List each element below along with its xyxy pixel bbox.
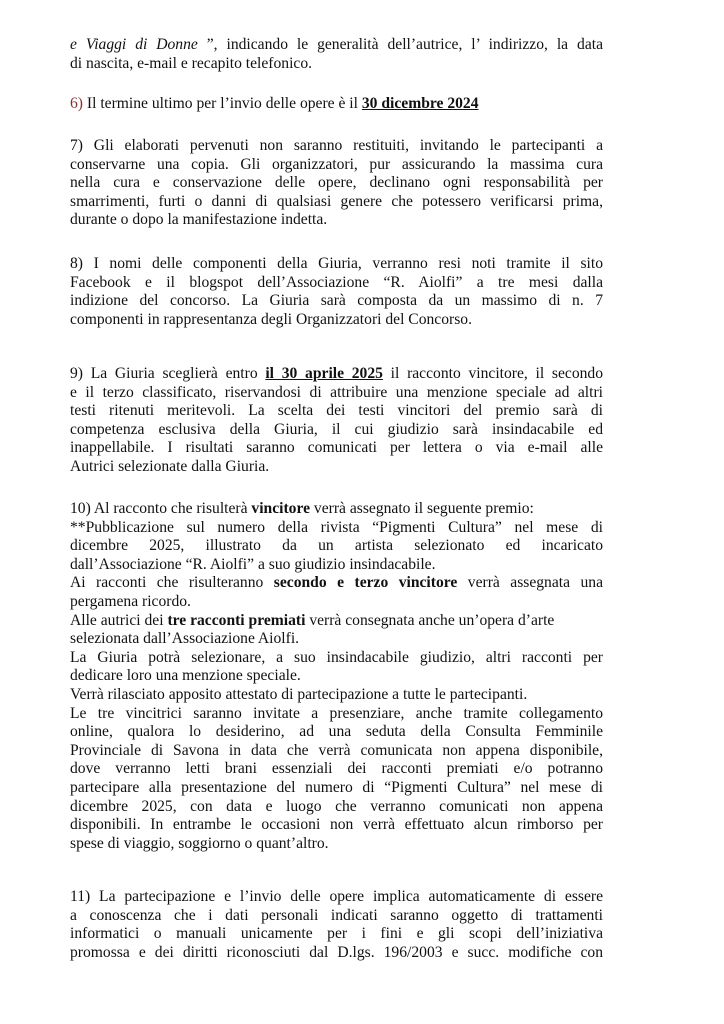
- section-7-line: smarrimenti, furti o danni di qualsiasi genere che potessero verificarsi prima,: [70, 192, 603, 210]
- section-8-line: 8) I nomi delle componenti della Giuria, verranno resi noti tramite il sito: [70, 255, 603, 272]
- section-10-line: Ai racconti che risulteranno secondo e terzo vincitore verrà assegnata una: [70, 574, 604, 592]
- section-9-line: e il terzo classificato, riservandosi di attribuire una menzione speciale ad altri: [70, 383, 603, 401]
- section-10-line: dall’Associazione “R. Aiolfi” a suo giudizio insindacabile.: [70, 555, 436, 573]
- intro-paragraph: [70, 36, 603, 73]
- second-third-bold: secondo e terzo vincitore: [273, 574, 458, 592]
- section-8-line: componenti in rappresentanza degli Organizzatori del Concorso.: [70, 310, 472, 328]
- section-6-deadline: [70, 95, 603, 114]
- three-winners-bold: tre racconti premiati: [167, 611, 306, 629]
- section-7-line: durante o dopo la manifestazione indetta.: [70, 211, 328, 229]
- section-11-line: a conoscenza che i dati personali indicati saranno oggetto di trattamenti: [70, 906, 603, 924]
- intro-line-2: di nascita, e-mail e recapito telefonico.: [70, 54, 313, 72]
- section-10-line: dicembre 2025, con data e luogo che verranno comunicati non appena: [70, 797, 603, 815]
- section-6-number: 6): [70, 95, 83, 112]
- section-10-line: **Pubblicazione sul numero della rivista “Pigmenti Cultura” nel mese di: [70, 518, 603, 536]
- section-8-line: Facebook e il blogspot dell’Associazione “R. Aiolfi” a tre mesi dalla: [70, 273, 603, 291]
- section-10-line: partecipare alla presentazione del numero di “Pigmenti Cultura” nel mese di: [70, 778, 603, 796]
- winner-bold: vincitore: [251, 500, 311, 517]
- section-10-line: spese di viaggio, soggiorno o quant’altro.: [70, 834, 329, 852]
- section-7-line: nella cura e conservazione delle opere, declinano ogni responsabilità per: [70, 174, 603, 192]
- section-9-line: testi ritenuti meritevoli. La scelta dei testi vincitori del premio sarà di: [70, 402, 603, 420]
- section-10-line: 10) Al racconto che risulterà vincitore verrà assegnato il seguente premio:: [70, 500, 534, 517]
- section-7-line: 7) Gli elaborati pervenuti non saranno restituiti, invitando le partecipanti a: [70, 137, 603, 154]
- section-10-line: pergamena ricordo.: [70, 592, 191, 610]
- section-8-line: indizione del concorso. La Giuria sarà composta da un massimo di n. 7: [70, 292, 603, 310]
- section-6-line: 6) Il termine ultimo per l’invio delle opere è il 30 dicembre 2024: [70, 95, 479, 112]
- section-8-paragraph: [70, 255, 603, 329]
- section-10-line: disponibili. In entrambe le occasioni non verrà effettuato alcun rimborso per: [70, 816, 603, 834]
- section-11-line: promossa e dei diritti riconosciuti dal D.lgs. 196/2003 e succ. modifiche con: [70, 943, 603, 961]
- magazine-title-italic: e Viaggi di Donne: [70, 36, 198, 53]
- section-10-line: Alle autrici dei tre racconti premiati verrà consegnata anche un’opera d’arte: [70, 611, 555, 629]
- section-10-line: Provinciale di Savona in data che verrà comunicata non appena disponibile,: [70, 741, 603, 759]
- section-11-line: informatici o manuali unicamente per i fini e gli scopi dell’iniziativa: [70, 925, 603, 943]
- section-10-line: online, qualora lo desiderino, ad una seduta della Consulta Femminile: [70, 723, 603, 741]
- section-9-line: inappellabile. I risultati saranno comunicati per lettera o via e-mail alle: [70, 439, 603, 457]
- section-7-paragraph: [70, 137, 603, 230]
- section-10-line: dicembre 2025, illustrato da un artista selezionato ed incaricato: [70, 537, 603, 555]
- jury-decision-date: il 30 aprile 2025: [265, 365, 383, 382]
- section-10-line: dedicare loro una menzione speciale.: [70, 667, 301, 685]
- section-9-paragraph: [70, 365, 603, 477]
- section-10-paragraph: [70, 500, 603, 853]
- section-10-line: Verrà rilasciato apposito attestato di partecipazione a tutte le partecipanti.: [70, 685, 528, 703]
- section-11-line: 11) La partecipazione e l’invio delle opere implica automaticamente di essere: [70, 888, 603, 905]
- section-10-line: selezionata dall’Associazione Aiolfi.: [70, 630, 300, 648]
- section-7-line: conservarne una copia. Gli organizzatori, pur assicurando la massima cura: [70, 155, 603, 173]
- section-9-line: competenza esclusiva della Giuria, il cui giudizio sarà insindacabile ed: [70, 420, 603, 438]
- deadline-date: 30 dicembre 2024: [361, 95, 479, 112]
- section-9-line: 9) La Giuria sceglierà entro il 30 aprile 2025 il racconto vincitore, il secondo: [70, 365, 604, 382]
- intro-line-1: e Viaggi di Donne ”, indicando le generalità dell’autrice, l’ indirizzo, la data: [70, 36, 603, 53]
- section-10-line: Le tre vincitrici saranno invitate a presenziare, anche tramite collegamento: [70, 704, 603, 722]
- section-10-line: La Giuria potrà selezionare, a suo insindacabile giudizio, altri racconti per: [70, 648, 603, 666]
- section-9-line: Autrici selezionate dalla Giuria.: [70, 457, 270, 475]
- section-11-paragraph: [70, 888, 603, 962]
- section-10-line: dove verranno letti brani essenziali dei racconti premiati e/o potranno: [70, 760, 603, 778]
